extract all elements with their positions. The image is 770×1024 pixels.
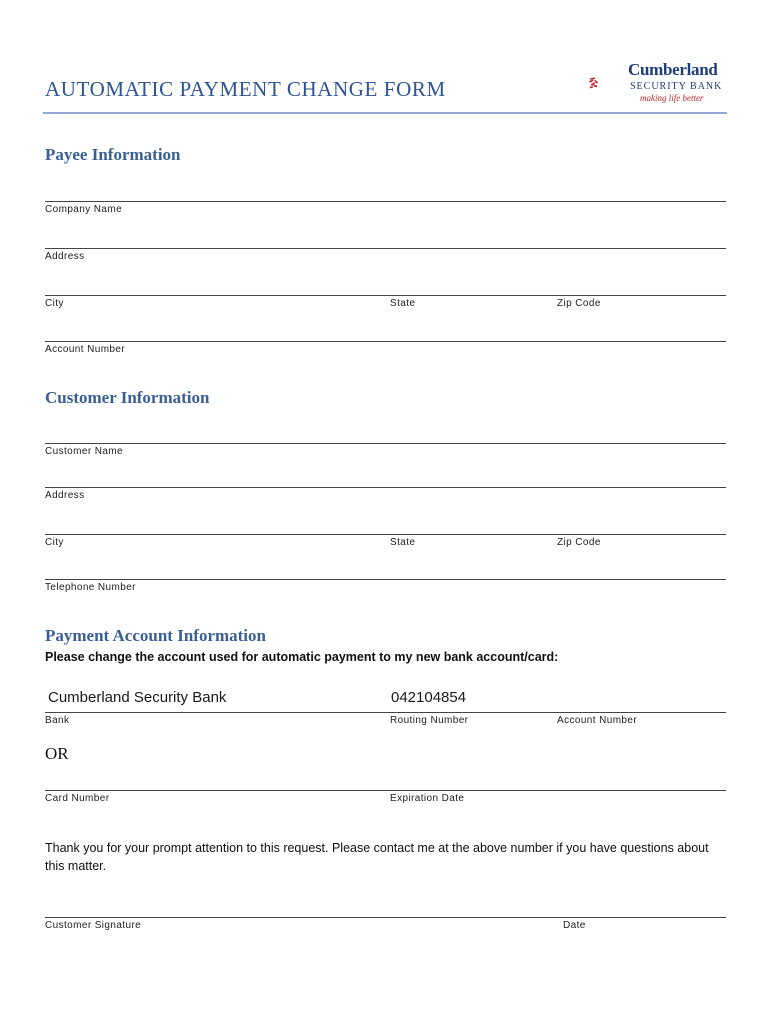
routing-number-label: Routing Number — [390, 715, 469, 726]
payee-city-label: City — [45, 298, 64, 309]
payment-instruction: Please change the account used for automatic payment to my new bank account/card: — [45, 650, 559, 664]
payee-heading: Payee Information — [45, 145, 181, 164]
customer-heading: Customer Information — [45, 388, 210, 407]
title-divider — [43, 112, 727, 114]
signature-field[interactable] — [45, 917, 726, 918]
customer-name-label: Customer Name — [45, 446, 123, 457]
customer-zip-label: Zip Code — [557, 537, 601, 548]
payee-zip-label: Zip Code — [557, 298, 601, 309]
customer-city-state-zip-field[interactable] — [45, 534, 726, 535]
company-name-label: Company Name — [45, 204, 123, 215]
form-title: AUTOMATIC PAYMENT CHANGE FORM — [45, 77, 446, 101]
customer-address-label: Address — [45, 490, 85, 501]
payee-city-state-zip-field[interactable] — [45, 295, 726, 296]
or-separator: OR — [45, 744, 69, 763]
telephone-number-label: Telephone Number — [45, 582, 136, 593]
payment-heading: Payment Account Information — [45, 626, 266, 645]
logo-tagline: making life better — [640, 93, 704, 103]
bank-label: Bank — [45, 715, 70, 726]
customer-state-label: State — [390, 537, 416, 548]
payee-account-number-label: Account Number — [45, 344, 126, 355]
customer-address-field[interactable] — [45, 487, 726, 488]
customer-city-label: City — [45, 537, 64, 548]
card-number-field[interactable] — [45, 790, 726, 791]
closing-paragraph: Thank you for your prompt attention to this request. Please contact me at the above number if you have questions about this matter. — [45, 841, 709, 873]
bank-value[interactable]: Cumberland Security Bank — [48, 689, 227, 706]
payment-account-number-label: Account Number — [557, 715, 638, 726]
payee-address-field[interactable] — [45, 248, 726, 249]
customer-signature-label: Customer Signature — [45, 920, 142, 931]
logo-name: Cumberland — [628, 60, 718, 79]
bank-account-field-line — [45, 712, 726, 713]
payee-address-label: Address — [45, 251, 85, 262]
bank-logo — [588, 60, 628, 106]
customer-name-field[interactable] — [45, 443, 726, 444]
logo-subtitle: SECURITY BANK — [630, 81, 723, 92]
routing-number-value[interactable]: 042104854 — [391, 689, 467, 706]
telephone-number-field[interactable] — [45, 579, 726, 580]
expiration-date-label: Expiration Date — [390, 793, 465, 804]
star-emblem-icon — [589, 77, 598, 88]
payee-state-label: State — [390, 298, 416, 309]
payee-account-number-field[interactable] — [45, 341, 726, 342]
date-label: Date — [563, 920, 586, 931]
company-name-field[interactable] — [45, 201, 726, 202]
card-number-label: Card Number — [45, 793, 110, 804]
